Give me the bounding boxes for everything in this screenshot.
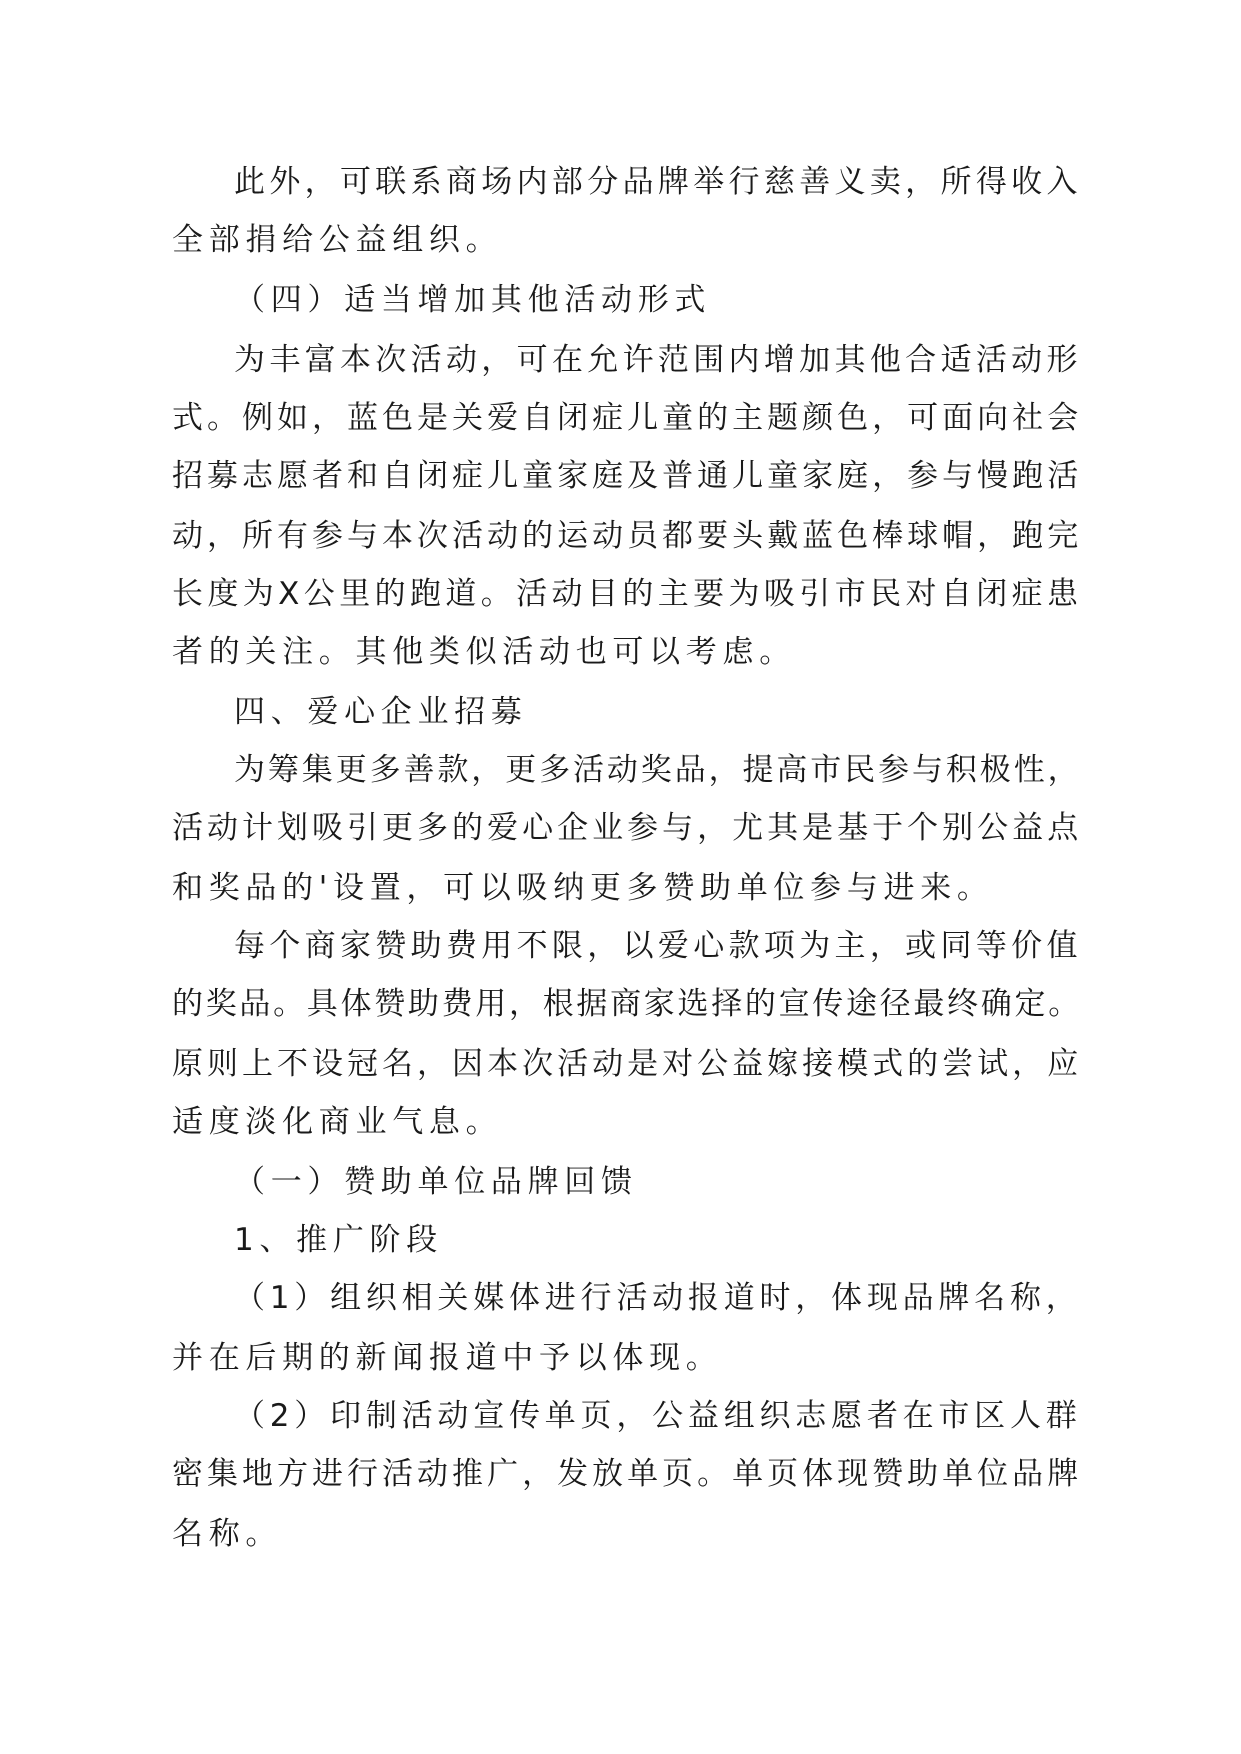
section-heading: （四）适当增加其他活动形式 (234, 282, 712, 318)
subsection-heading: 1、推广阶段 (234, 1222, 443, 1258)
section-heading: （一）赞助单位品牌回馈 (234, 1164, 638, 1200)
text-line: 全部捐给公益组织。 (172, 222, 503, 258)
text-line: 适度淡化商业气息。 (172, 1104, 503, 1140)
text-line: 的奖品。具体赞助费用，根据商家选择的宣传途径最终确定。 (172, 986, 1082, 1022)
text-line: 原则上不设冠名，因本次活动是对公益嫁接模式的尝试，应 (172, 1046, 1083, 1082)
text-line: 长度为X公里的跑道。活动目的主要为吸引市民对自闭症患 (172, 576, 1083, 612)
text-line: 密集地方进行活动推广，发放单页。单页体现赞助单位品牌 (172, 1456, 1083, 1492)
text-line: 为筹集更多善款，更多活动奖品，提高市民参与积极性， (234, 752, 1082, 788)
text-line: 为丰富本次活动，可在允许范围内增加其他合适活动形 (234, 342, 1082, 378)
text-line: 者的关注。其他类似活动也可以考虑。 (172, 634, 796, 670)
text-line: 活动计划吸引更多的爱心企业参与，尤其是基于个别公益点 (172, 810, 1083, 846)
chapter-heading: 四、爱心企业招募 (234, 694, 528, 730)
text-line: 并在后期的新闻报道中予以体现。 (172, 1340, 723, 1376)
text-line: 式。例如，蓝色是关爱自闭症儿童的主题颜色，可面向社会 (172, 400, 1083, 436)
text-line: 名称。 (172, 1516, 283, 1552)
text-line: 每个商家赞助费用不限，以爱心款项为主，或同等价值 (234, 928, 1082, 964)
text-line: （2）印制活动宣传单页，公益组织志愿者在市区人群 (234, 1398, 1082, 1434)
text-line: 此外，可联系商场内部分品牌举行慈善义卖，所得收入 (234, 164, 1082, 200)
text-line: 招募志愿者和自闭症儿童家庭及普通儿童家庭，参与慢跑活 (172, 458, 1083, 494)
text-line: 和奖品的'设置，可以吸纳更多赞助单位参与进来。 (172, 870, 994, 906)
text-line: （1）组织相关媒体进行活动报道时，体现品牌名称， (234, 1280, 1082, 1316)
text-line: 动，所有参与本次活动的运动员都要头戴蓝色棒球帽，跑完 (172, 518, 1083, 554)
